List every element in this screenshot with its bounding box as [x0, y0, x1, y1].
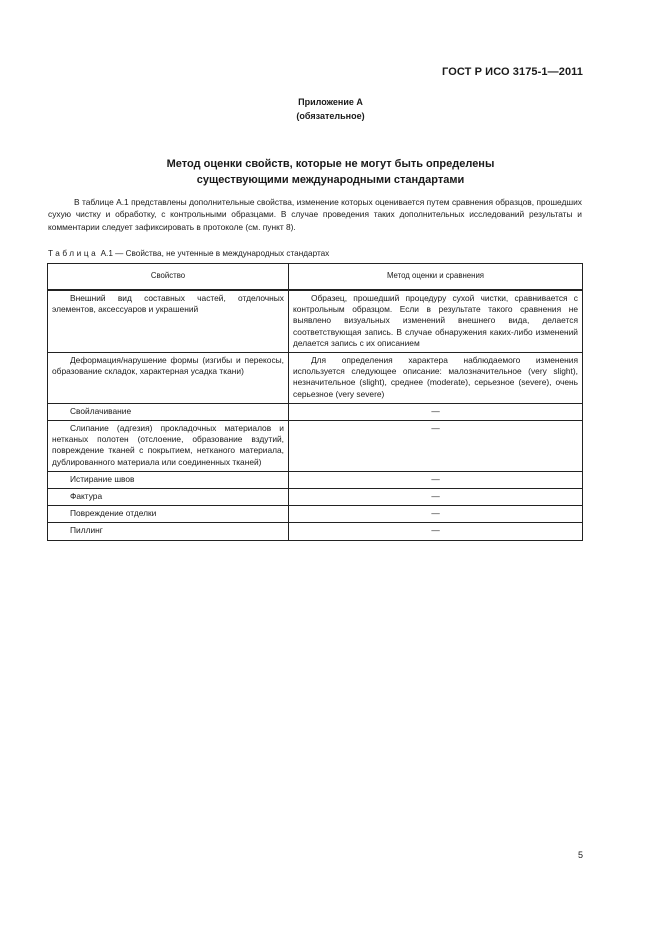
property-cell: Деформация/нарушение формы (изгибы и перекосы, образование складок, характерная усадка ткани)	[48, 353, 289, 404]
section-title-line-2: существующими международными стандартами	[196, 174, 465, 186]
method-cell: —	[289, 421, 583, 472]
table-row	[48, 421, 583, 472]
method-cell: Для определения характера наблюдаемого изменения используется следующее описание: малозначительное (very slight), незначительное (slight), среднее (moderate), серьезное (severe), очень серьезное (very severe)	[289, 353, 583, 404]
method-cell: —	[289, 403, 583, 420]
table-row	[48, 489, 583, 506]
intro-paragraph: В таблице А.1 представлены дополнительные свойства, изменение которых оценивается путем сравнения образцов, прошедших сухую чистку и обработку, с контрольными образцами. В случае проведения таких дополнительных исследований результаты и комментарии следует зафиксировать в протоколе (см. пункт 8).	[48, 197, 582, 232]
table-caption-text: А.1 — Свойства, не учтенные в международных стандартах	[98, 249, 330, 258]
method-cell: —	[289, 506, 583, 523]
column-header-property: Свойство	[48, 264, 289, 291]
table-row	[48, 471, 583, 488]
property-cell: Истирание швов	[48, 471, 289, 488]
table-caption-label: Таблица	[48, 249, 99, 258]
property-cell: Слипание (адгезия) прокладочных материалов и нетканых полотен (отслоение, образование вздутий, повреждение тканей с покрытием, нетканого материала, дублированного материала или соединенных тканей)	[48, 421, 289, 472]
section-title	[0, 156, 661, 188]
property-cell: Свойлачивание	[48, 403, 289, 420]
table-row	[48, 290, 583, 353]
section-title-line-1: Метод оценки свойств, которые не могут быть определены	[166, 158, 495, 170]
property-cell: Повреждение отделки	[48, 506, 289, 523]
column-header-method: Метод оценки и сравнения	[289, 264, 583, 291]
method-cell: Образец, прошедший процедуру сухой чистки, сравнивается с контрольным образцом. Если в результате такого сравнения не выявлено визуальных изменений внешнего вида, делается соответствующая запись. В случае обнаружения каких-либо изменений делается запись с их описанием	[289, 290, 583, 353]
annex-title: Приложение А	[298, 97, 363, 107]
method-cell: —	[289, 489, 583, 506]
property-cell: Фактура	[48, 489, 289, 506]
page-number: 5	[577, 850, 583, 860]
properties-table	[47, 263, 583, 541]
table-caption	[48, 248, 588, 260]
table-header-row	[48, 264, 583, 291]
table-row	[48, 506, 583, 523]
method-cell: —	[289, 523, 583, 540]
property-cell: Пиллинг	[48, 523, 289, 540]
annex-heading	[0, 95, 661, 123]
document-standard-number: ГОСТ Р ИСО 3175-1—2011	[442, 66, 583, 78]
method-cell: —	[289, 471, 583, 488]
table-row	[48, 353, 583, 404]
table-row	[48, 403, 583, 420]
table-row	[48, 523, 583, 540]
property-cell: Внешний вид составных частей, отделочных элементов, аксессуаров и украшений	[48, 290, 289, 353]
annex-status: (обязательное)	[296, 111, 365, 121]
